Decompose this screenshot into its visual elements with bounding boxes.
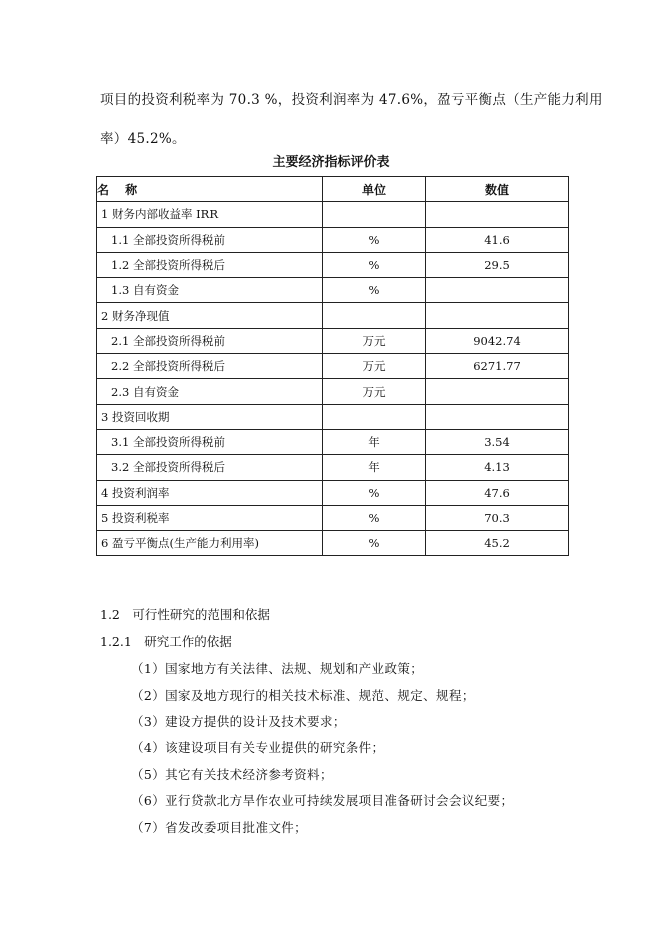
row-value: 4.13 — [426, 455, 569, 480]
basis-list-item: （2）国家及地方现行的相关技术标准、规范、规定、规程； — [131, 688, 475, 703]
header-value: 数值 — [426, 177, 569, 202]
row-name: 3.2 全部投资所得税后 — [97, 455, 323, 480]
row-value — [426, 404, 569, 429]
row-value: 9042.74 — [426, 328, 569, 353]
table-row — [97, 328, 569, 353]
row-unit: 万元 — [323, 354, 426, 379]
row-name: 2.3 自有资金 — [97, 379, 323, 404]
row-value — [426, 278, 569, 303]
row-unit: % — [323, 480, 426, 505]
table-title: 主要经济指标评价表 — [272, 155, 390, 170]
row-unit: % — [323, 531, 426, 556]
row-name: 6 盈亏平衡点(生产能力利用率) — [97, 531, 323, 556]
table-row — [97, 531, 569, 556]
row-value: 29.5 — [426, 252, 569, 277]
paragraph-line-2: 率）45.2%。 — [100, 131, 186, 147]
basis-list-item: （6）亚行贷款北方旱作农业可持续发展项目准备研讨会会议纪要； — [131, 793, 514, 808]
table-row — [97, 303, 569, 328]
table-row — [97, 278, 569, 303]
table-row — [97, 505, 569, 530]
basis-list-item: （7）省发改委项目批准文件； — [131, 820, 308, 835]
row-name: 1.1 全部投资所得税前 — [97, 227, 323, 252]
row-unit: 万元 — [323, 328, 426, 353]
table-row — [97, 354, 569, 379]
row-value — [426, 379, 569, 404]
table-row — [97, 379, 569, 404]
row-name: 3.1 全部投资所得税前 — [97, 429, 323, 454]
row-unit — [323, 303, 426, 328]
row-value: 45.2 — [426, 531, 569, 556]
row-value: 6271.77 — [426, 354, 569, 379]
table-row — [97, 202, 569, 227]
row-value — [426, 303, 569, 328]
section-heading-1-2: 1.2 可行性研究的范围和依据 — [100, 607, 270, 622]
row-name: 1 财务内部收益率 IRR — [97, 202, 323, 227]
row-name: 5 投资利税率 — [97, 505, 323, 530]
row-value: 41.6 — [426, 227, 569, 252]
row-name: 2 财务净现值 — [97, 303, 323, 328]
row-name: 4 投资利润率 — [97, 480, 323, 505]
basis-list-item: （4）该建设项目有关专业提供的研究条件； — [131, 740, 385, 755]
section-heading-1-2-1: 1.2.1 研究工作的依据 — [100, 634, 232, 649]
table-header-row — [97, 177, 569, 202]
table-row — [97, 480, 569, 505]
basis-list-item: （1）国家地方有关法律、法规、规划和产业政策； — [131, 661, 424, 676]
table-row — [97, 455, 569, 480]
row-unit — [323, 202, 426, 227]
row-name: 2.1 全部投资所得税前 — [97, 328, 323, 353]
row-value: 3.54 — [426, 429, 569, 454]
row-unit: % — [323, 227, 426, 252]
table-row — [97, 252, 569, 277]
row-unit: % — [323, 505, 426, 530]
table-row — [97, 429, 569, 454]
row-value — [426, 202, 569, 227]
basis-list-item: （5）其它有关技术经济参考资料； — [131, 767, 333, 782]
row-name: 1.2 全部投资所得税后 — [97, 252, 323, 277]
basis-list-item: （3）建设方提供的设计及技术要求； — [131, 714, 346, 729]
row-unit: % — [323, 252, 426, 277]
row-name: 2.2 全部投资所得税后 — [97, 354, 323, 379]
table-row — [97, 227, 569, 252]
row-unit: % — [323, 278, 426, 303]
row-value: 47.6 — [426, 480, 569, 505]
row-name: 1.3 自有资金 — [97, 278, 323, 303]
row-unit: 年 — [323, 455, 426, 480]
header-unit: 单位 — [323, 177, 426, 202]
row-name: 3 投资回收期 — [97, 404, 323, 429]
row-unit — [323, 404, 426, 429]
paragraph-line-1: 项目的投资利税率为 70.3 %，投资利润率为 47.6%，盈亏平衡点（生产能力利用 — [100, 92, 603, 108]
header-name: 名 称 — [97, 177, 323, 202]
indicator-table — [96, 176, 569, 556]
row-unit: 万元 — [323, 379, 426, 404]
table-row — [97, 404, 569, 429]
row-unit: 年 — [323, 429, 426, 454]
row-value: 70.3 — [426, 505, 569, 530]
